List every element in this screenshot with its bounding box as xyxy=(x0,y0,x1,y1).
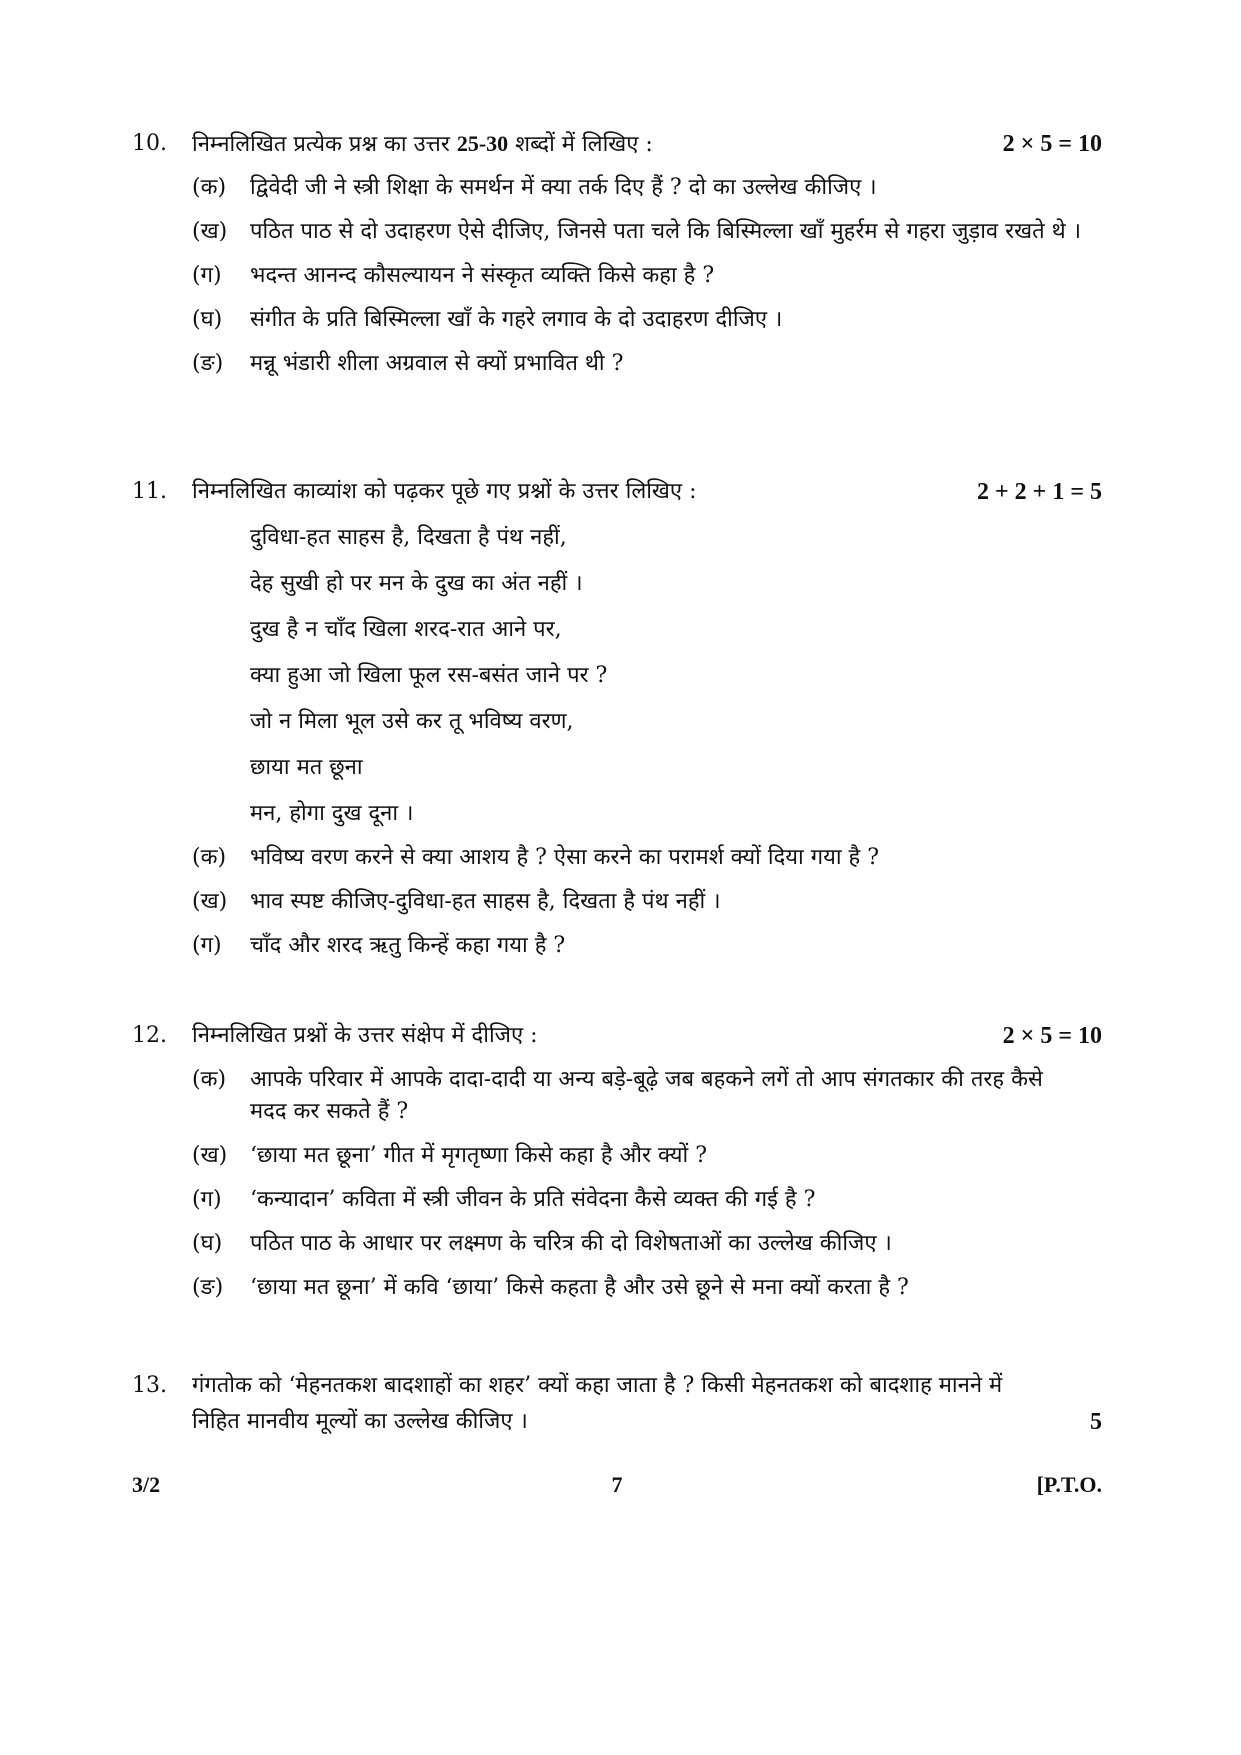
sub-question xyxy=(132,304,1102,336)
question-number: 12. xyxy=(132,1023,167,1048)
sub-text: द्विवेदी जी ने स्त्री शिक्षा के समर्थन में क्या तर्क दिए हैं ? दो का उल्लेख कीजिए । xyxy=(250,175,877,200)
sub-label: (ग) xyxy=(192,263,222,288)
sub-text: ‘छाया मत छूना’ में कवि ‘छाया’ किसे कहता है और उसे छूने से मना क्यों करता है ? xyxy=(250,1275,909,1300)
page-footer xyxy=(132,1472,1102,1502)
poem-line: जो न मिला भूल उसे कर तू भविष्य वरण, xyxy=(250,709,574,734)
question-number: 13. xyxy=(132,1373,167,1398)
sub-question xyxy=(132,842,1102,874)
poem-line: दुख है न चाँद खिला शरद-रात आने पर, xyxy=(250,617,562,642)
page-number: 7 xyxy=(611,1472,623,1497)
sub-question xyxy=(132,1184,1102,1216)
question-marks: 5 xyxy=(1090,1409,1102,1435)
sub-text: ‘कन्यादान’ कविता में स्त्री जीवन के प्रति संवेदना कैसे व्यक्त की गई है ? xyxy=(250,1187,816,1212)
sub-text: ‘छाया मत छूना’ गीत में मृगतृष्णा किसे कहा है और क्यों ? xyxy=(250,1143,708,1168)
sub-label: (ङ) xyxy=(192,351,224,376)
sub-question xyxy=(132,1064,1102,1128)
sub-label: (क) xyxy=(192,845,227,870)
question-text: निम्नलिखित काव्यांश को पढ़कर पूछे गए प्रश्नों के उत्तर लिखिए : xyxy=(192,479,697,504)
sub-label: (घ) xyxy=(192,1231,223,1256)
question-text-line-2: निहित मानवीय मूल्यों का उल्लेख कीजिए । xyxy=(192,1409,528,1434)
sub-label: (क) xyxy=(192,175,227,200)
sub-question xyxy=(132,216,1102,248)
sub-label: (ख) xyxy=(192,889,228,914)
sub-question xyxy=(132,886,1102,918)
sub-question xyxy=(132,1140,1102,1172)
sub-question xyxy=(132,348,1102,380)
paper-code: 3/2 xyxy=(132,1472,161,1497)
question-text: निम्नलिखित प्रश्नों के उत्तर संक्षेप में दीजिए : xyxy=(192,1023,538,1048)
sub-question xyxy=(132,172,1102,204)
sub-text: संगीत के प्रति बिस्मिल्ला खाँ के गहरे लगाव के दो उदाहरण दीजिए । xyxy=(250,307,783,332)
poem-line: क्या हुआ जो खिला फूल रस-बसंत जाने पर ? xyxy=(250,663,608,688)
poem-line: मन, होगा दुख दूना । xyxy=(250,801,414,826)
sub-text: मन्नू भंडारी शीला अग्रवाल से क्यों प्रभावित थी ? xyxy=(250,351,624,376)
word-range: 25-30 xyxy=(456,131,509,156)
sub-label: (ङ) xyxy=(192,1275,224,1300)
sub-label: (ख) xyxy=(192,219,228,244)
poem-stanza xyxy=(250,522,1102,830)
question-marks: 2 × 5 = 10 xyxy=(1002,1023,1102,1049)
sub-label: (क) xyxy=(192,1067,227,1092)
question-text: निम्नलिखित प्रत्येक प्रश्न का उत्तर 25-30 शब्दों में लिखिए : xyxy=(192,131,653,157)
poem-line: छाया मत छूना xyxy=(250,755,363,780)
question-marks: 2 + 2 + 1 = 5 xyxy=(976,479,1102,505)
sub-question xyxy=(132,1272,1102,1304)
sub-text: पठित पाठ से दो उदाहरण ऐसे दीजिए, जिनसे पता चले कि बिस्मिल्ला खाँ मुहर्रम से गहरा जुड़ाव रखते थे । xyxy=(250,219,1082,244)
question-12 xyxy=(132,1020,1102,1304)
poem-line: दुविधा-हत साहस है, दिखता है पंथ नहीं, xyxy=(250,525,567,550)
sub-text: भदन्त आनन्द कौसल्यायन ने संस्कृत व्यक्ति किसे कहा है ? xyxy=(250,263,715,288)
question-11 xyxy=(132,476,1102,962)
question-text-line-1: गंगतोक को ‘मेहनतकश बादशाहों का शहर’ क्यों कहा जाता है ? किसी मेहनतकश को बादशाह मानने में xyxy=(192,1373,1003,1398)
sub-question xyxy=(132,1228,1102,1260)
sub-text: भविष्य वरण करने से क्या आशय है ? ऐसा करने का परामर्श क्यों दिया गया है ? xyxy=(250,845,880,870)
sub-question xyxy=(132,930,1102,962)
question-13 xyxy=(132,1370,1102,1438)
sub-question xyxy=(132,260,1102,292)
sub-text: पठित पाठ के आधार पर लक्ष्मण के चरित्र की दो विशेषताओं का उल्लेख कीजिए । xyxy=(250,1231,892,1256)
question-10 xyxy=(132,128,1102,380)
pto-note: [P.T.O. xyxy=(1036,1472,1102,1497)
question-number: 11. xyxy=(132,479,167,504)
sub-label: (ख) xyxy=(192,1143,228,1168)
sub-label: (ग) xyxy=(192,933,222,958)
sub-text: चाँद और शरद ऋतु किन्हें कहा गया है ? xyxy=(250,933,566,958)
question-number: 10. xyxy=(132,131,167,156)
sub-text: आपके परिवार में आपके दादा-दादी या अन्य बड़े-बूढ़े जब बहकने लगें तो आप संगतकार की तरह कैसे मदद कर सकते हैं ? xyxy=(250,1067,1043,1124)
poem-line: देह सुखी हो पर मन के दुख का अंत नहीं । xyxy=(250,571,583,596)
sub-label: (घ) xyxy=(192,307,223,332)
question-marks: 2 × 5 = 10 xyxy=(1002,131,1102,157)
sub-text: भाव स्पष्ट कीजिए-दुविधा-हत साहस है, दिखता है पंथ नहीं । xyxy=(250,889,721,914)
sub-label: (ग) xyxy=(192,1187,222,1212)
